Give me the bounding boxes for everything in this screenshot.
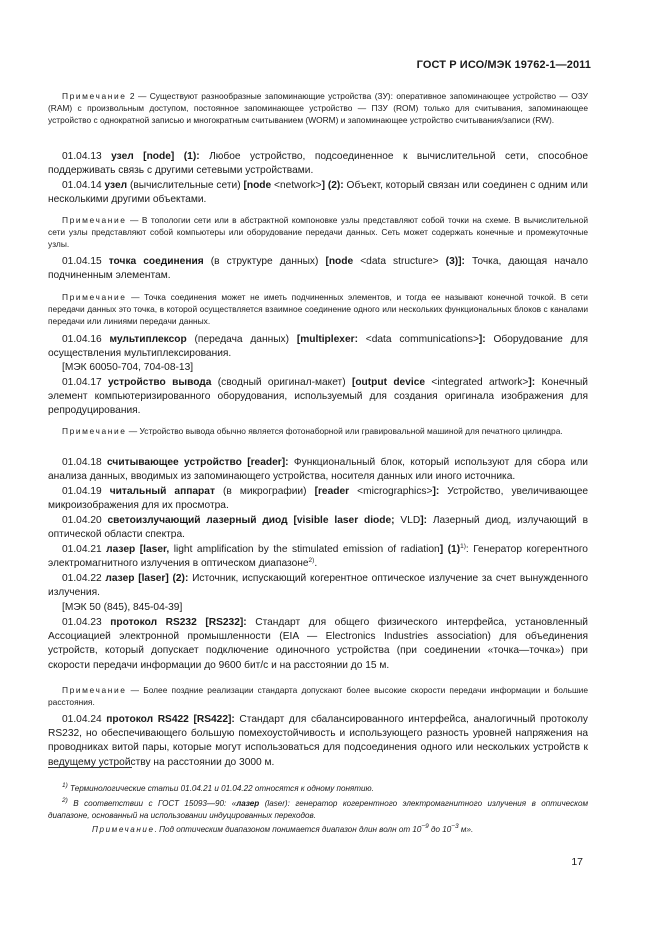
bold-term: ]: [432,486,440,497]
note-label: Примечание [92,825,155,834]
text-run: 01.04.18 [62,457,108,468]
text-run: <network> [271,180,322,191]
text-run: — Точка соединения может не иметь подчиненных элементов, и тогда ее называют конечной точкой. В сети передачи данных это точка, в которой осуществляется взаимное соединение одного или нескольких функциональных блоков с каналами передачи или линиями передачи данных. [48,292,588,327]
note-01-04-23 [48,684,588,708]
text-run: Источник, испускающий когерентное оптическое излучение за счет вынужденного излучения. [48,573,588,599]
text-run: 01.04.15 [62,256,109,267]
entry-01-04-22 [48,572,588,600]
bold-term: [node [243,180,272,191]
bold-term: мультиплексор [109,334,187,345]
note-label: Примечание [62,292,127,302]
superscript: −3 [451,823,459,830]
footnote-2-note [48,824,588,836]
running-header: ГОСТ Р ИСО/МЭК 19762-1—2011 [416,59,591,71]
entry-01-04-13 [48,150,588,178]
text-run: 01.04.13 [62,151,112,162]
entry-01-04-16 [48,333,588,361]
text-run: (laser): генератор когерентного электромагнитного излучения в оптическом диапазоне, основанный на использовании индуцированных переходов. [48,799,588,820]
text-run: Стандарт для сбалансированного интерфейса, аналогичный протоколу RS232, но обеспечивающего большую помехоустойчивость и использующего разность уровней напряжения на проводниках витой пары, которые могут использоваться для подсоединения одного или нескольких устройств к ведущему устройству на расстоянии до 3000 м. [48,714,588,768]
footnote-separator [48,767,132,768]
text-run: м». [458,825,474,834]
text-run: — В топологии сети или в абстрактной компоновке узлы представляют собой точки на схеме. В вычислительной сети узлы представляют собой компьютеры или оборудование передачи данных. Сеть может содержать конечные и промежуточные узлы. [48,215,588,250]
bold-term: ] (1) [439,544,461,555]
text-run: — Устройство вывода обычно является фотонаборной или гравировальной машиной для печатного цилиндра. [126,426,563,436]
bold-term: лазер [236,799,260,808]
text-run: Оборудование для осуществления мультиплексирования. [48,334,588,360]
text-run: . [314,558,318,570]
bold-term: [output device [351,377,426,388]
entry-01-04-17 [48,376,588,419]
note-2 [48,90,588,126]
text-run: <micrographics> [349,486,433,497]
text-run: <data structure> [353,256,446,267]
text-run: 01.04.23 [62,617,111,628]
text-run: (в микрографии) [214,486,315,497]
bold-term: ]: [420,515,427,526]
text-run: light amplification by the stimulated emission of radiation [169,544,440,555]
bold-term: светоизлучающий лазерный диод [visible laser diode; [107,515,395,526]
bold-term: точка соединения [108,256,204,267]
text-run: 2 — Существуют разнообразные запоминающие устройства (ЗУ): оперативное запоминающее устройство — ОЗУ (RAM) с произвольным доступом, постоянное запоминающее устройство — ПЗУ (ROM) только для считывания, запоминающее устройство с однократной записью и многократным считыванием (WORM) и запоминающее устройство считывания/записи (RW). [48,91,588,126]
entry-01-04-23 [48,616,588,673]
text-run: (сводный оригинал-макет) [211,377,352,388]
text-run: В соответствии с ГОСТ 15093—90: « [67,799,237,808]
text-run: Терминологические статьи 01.04.21 и 01.04.22 относятся к одному понятию. [67,784,374,793]
text-run: — Более поздние реализации стандарта допускают более высокие скорости передачи информации и большие расстояния. [48,685,588,708]
text-run: Устройство, увеличивающее микроизображения для их просмотра. [48,486,589,512]
text-run: Конечный элемент компьютеризированного оборудования, используемый для создания оригинала изображения для репродуцирования. [48,377,588,417]
bold-term: протокол RS232 [RS232]: [110,617,247,628]
text-run: 01.04.19 [62,486,110,497]
bold-term: узел [node] (1): [111,151,200,162]
bold-term: [reader [314,486,350,497]
bold-term: лазер [laser] (2): [105,573,189,584]
note-01-04-14 [48,214,588,250]
text-run: 01.04.21 [62,544,107,555]
text-run: 01.04.14 [62,180,105,191]
text-run: [МЭК 50 (845), 845-04-39] [62,602,183,613]
entry-01-04-18 [48,456,588,484]
text-run: : Генератор когерентного электромагнитного излучения в оптическом диапазоне [48,544,588,570]
text-run: . Под оптическим диапазоном понимается диапазон длин волн от 10 [154,825,422,834]
bold-term: устройство вывода [108,377,212,388]
reference-01-04-22 [48,601,588,615]
superscript: −9 [421,823,429,830]
text-run: <data communications> [357,334,479,345]
text-run: 01.04.22 [62,573,106,584]
reference-01-04-16 [48,361,588,375]
text-run: Любое устройство, подсоединенное к вычислительной сети, способное поддерживать связь с другими сетевыми устройствами. [48,151,588,177]
superscript: 2) [308,557,315,565]
entry-01-04-20 [48,514,588,542]
entry-01-04-14 [48,179,588,207]
note-label: Примечание [62,91,127,101]
text-run: (в структуре данных) [203,256,326,267]
entry-01-04-24 [48,713,588,770]
page-number: 17 [571,856,583,868]
bold-term: (3)]: [445,256,465,267]
bold-term: ]: [478,334,486,345]
text-run: Лазерный диод, излучающий в оптической области спектра. [48,515,588,541]
note-label: Примечание [62,215,127,225]
text-run: 01.04.16 [62,334,110,345]
text-run: Объект, который связан или соединен с одним или несколькими другими объектами. [48,180,588,206]
text-run: <integrated artwork> [425,377,529,388]
text-run: Стандарт для общего физического интерфейса, установленный Ассоциацией электронной промышленности (EIA — Electronics Industries association) для объединения устройств, который допускает подключение одиночного устройства (при соединении «точка—точка») при скорости передачи информации до 9600 бит/с и на расстоянии до 15 м. [48,617,588,671]
entry-01-04-15 [48,255,588,283]
footnote-2 [48,798,588,822]
bold-term: протокол RS422 [RS422]: [106,714,235,725]
text-run: (вычислительные сети) [127,180,244,191]
superscript: 1) [62,782,68,789]
bold-term: ] (2): [321,180,344,191]
bold-term: [multiplexer: [296,334,358,345]
text-run: 01.04.24 [62,714,107,725]
note-01-04-15 [48,291,588,327]
entry-01-04-19 [48,485,588,513]
text-run: Функциональный блок, который используют для сбора или анализа данных, вводимых из запоминающего устройства, носителя данных или иного источника. [48,457,588,483]
note-label: Примечание [62,685,127,695]
bold-term: [node [325,256,354,267]
text-run: 01.04.17 [62,377,108,388]
text-run: [МЭК 60050-704, 704-08-13] [62,362,194,373]
bold-term: узел [104,180,128,191]
text-run: (передача данных) [186,334,297,345]
text-run: до 10 [428,825,452,834]
entry-01-04-21 [48,543,588,571]
text-run: Точка, дающая начало подчиненным элементам. [48,256,588,282]
text-run: 01.04.20 [62,515,108,526]
bold-term: лазер [laser, [106,544,170,555]
bold-term: ]: [528,377,536,388]
footnote-1 [48,783,588,795]
text-run: VLD [394,515,421,526]
bold-term: считывающее устройство [reader]: [107,457,289,468]
note-label: Примечание [62,426,127,436]
note-01-04-17 [48,425,588,437]
bold-term: читальный аппарат [109,486,215,497]
superscript: 2) [62,797,68,804]
superscript: 1) [460,543,466,550]
